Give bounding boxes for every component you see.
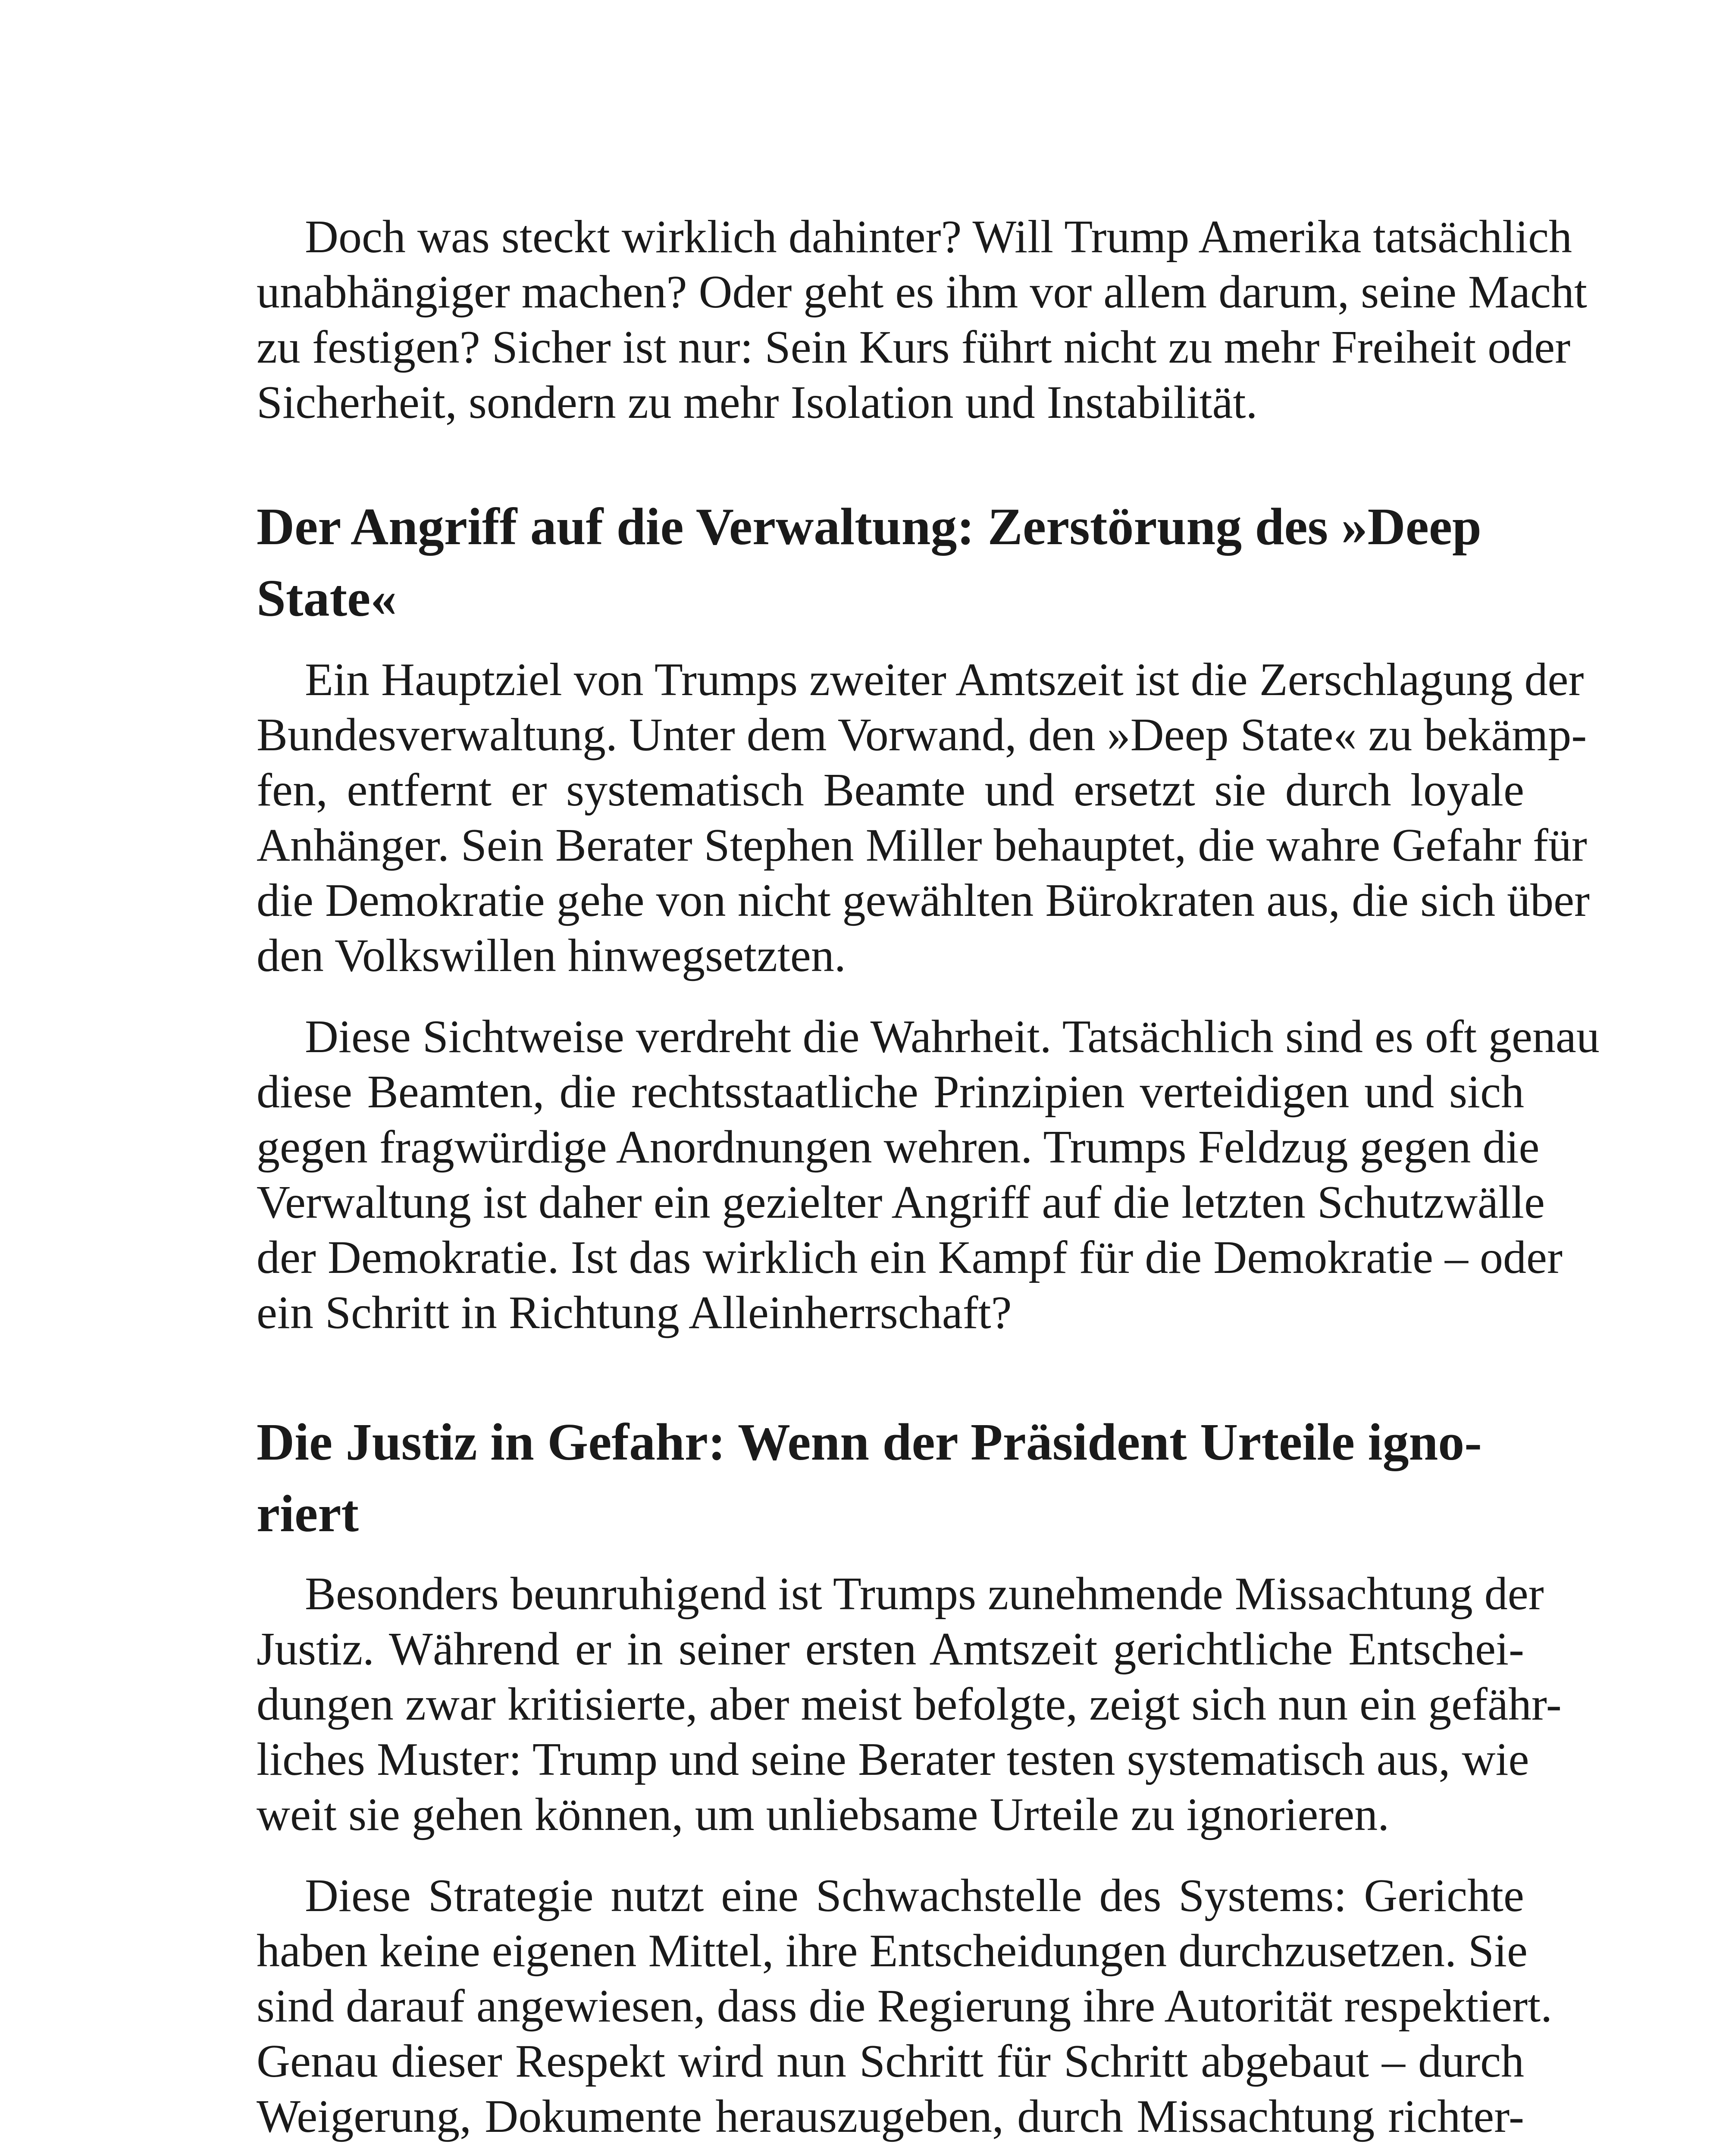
text-line: Doch was steckt wirklich dahinter? Will Trump Amerika tatsächlich — [305, 211, 1572, 263]
heading-line: State« — [257, 569, 397, 627]
text-line: zu festigen? Sicher ist nur: Sein Kurs führt nicht zu mehr Freiheit oder — [257, 322, 1571, 373]
text-line: sind darauf angewiesen, dass die Regierung ihre Autorität respektiert. — [257, 1981, 1553, 2032]
text-line: ein Schritt in Richtung Alleinherrschaft? — [257, 1287, 1012, 1338]
text-line: unabhängiger machen? Oder geht es ihm vor allem darum, seine Macht — [257, 266, 1587, 318]
heading-line: riert — [257, 1485, 359, 1543]
text-line: Ein Hauptziel von Trumps zweiter Amtszeit ist die Zerschlagung der — [305, 654, 1584, 705]
text-line: fen, entfernt er systematisch Beamte und ersetzt sie durch loyale — [257, 765, 1524, 816]
text-line: den Volkswillen hinwegsetzten. — [257, 930, 846, 981]
text-line: Genau dieser Respekt wird nun Schritt für Schritt abgebaut – durch — [257, 2036, 1524, 2087]
text-line: die Demokratie gehe von nicht gewählten Bürokraten aus, die sich über — [257, 875, 1590, 926]
text-line: Diese Strategie nutzt eine Schwachstelle des Systems: Gerichte — [305, 1870, 1524, 1921]
text-line: dungen zwar kritisierte, aber meist befolgte, zeigt sich nun ein gefähr- — [257, 1679, 1562, 1730]
book-page — [257, 0, 1600, 2156]
text-line: diese Beamten, die rechtsstaatliche Prinzipien verteidigen und sich — [257, 1066, 1524, 1118]
text-line: Anhänger. Sein Berater Stephen Miller behauptet, die wahre Gefahr für — [257, 820, 1587, 871]
text-line: Verwaltung ist daher ein gezielter Angriff auf die letzten Schutzwälle — [257, 1177, 1545, 1228]
text-line: der Demokratie. Ist das wirklich ein Kampf für die Demokratie – oder — [257, 1232, 1563, 1283]
text-line: Justiz. Während er in seiner ersten Amtszeit gerichtliche Entschei- — [257, 1623, 1524, 1675]
text-line: Bundesverwaltung. Unter dem Vorwand, den »Deep State« zu bekämp- — [257, 709, 1587, 761]
heading-line: Der Angriff auf die Verwaltung: Zerstörung des »Deep — [257, 498, 1481, 556]
text-line: Diese Sichtweise verdreht die Wahrheit. Tatsächlich sind es oft genau — [305, 1011, 1600, 1062]
text-line: Sicherheit, sondern zu mehr Isolation und Instabilität. — [257, 377, 1258, 428]
heading-line: Die Justiz in Gefahr: Wenn der Präsident Urteile igno- — [257, 1413, 1482, 1471]
text-line: weit sie gehen können, um unliebsame Urteile zu ignorieren. — [257, 1789, 1390, 1840]
text-line: gegen fragwürdige Anordnungen wehren. Trumps Feldzug gegen die — [257, 1122, 1540, 1173]
text-line: Besonders beunruhigend ist Trumps zunehmende Missachtung der — [305, 1568, 1544, 1620]
text-line: liches Muster: Trump und seine Berater testen systematisch aus, wie — [257, 1734, 1529, 1785]
text-line: haben keine eigenen Mittel, ihre Entscheidungen durchzusetzen. Sie — [257, 1925, 1528, 1977]
text-line: Weigerung, Dokumente herauszugeben, durch Missachtung richter- — [257, 2091, 1524, 2142]
